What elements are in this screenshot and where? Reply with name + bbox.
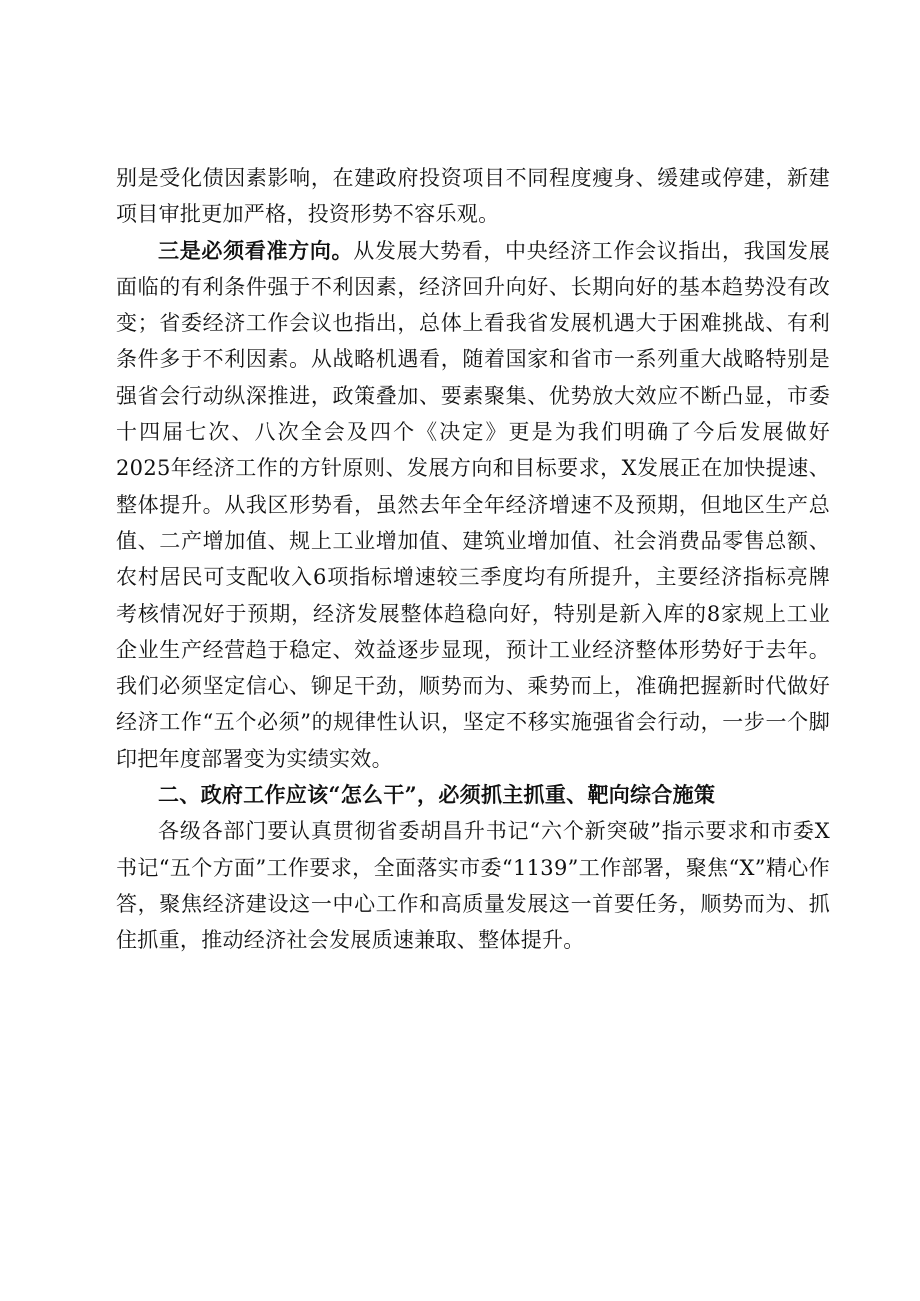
paragraph-continuation: 别是受化债因素影响，在建政府投资项目不同程度瘦身、缓建或停建，新建项目审批更加严格，投资形势不容乐观。 xyxy=(116,166,830,227)
paragraph-direction xyxy=(116,233,830,777)
section-heading: 二、政府工作应该“怎么干”，必须抓主抓重、靶向综合施策 xyxy=(158,782,716,808)
paragraph-requirements: 各级各部门要认真贯彻省委胡昌升书记“六个新突破”指示要求和市委X书记“五个方面”工作要求，全面落实市委“1139”工作部署，聚焦“X”精心作答，聚焦经济建设这一中心工作和高质量发展这一首要任务，顺势而为、抓住抓重，推动经济社会发展质速兼取、整体提升。 xyxy=(116,819,830,953)
document-body xyxy=(116,160,830,959)
paragraph-lead: 三是必须看准方向。 xyxy=(158,237,354,263)
paragraph-body: 从发展大势看，中央经济工作会议指出，我国发展面临的有利条件强于不利因素，经济回升向好、长期向好的基本趋势没有改变；省委经济工作会议也指出，总体上看我省发展机遇大于困难挑战、有利条件多于不利因素。从战略机遇看，随着国家和省市一系列重大战略特别是强省会行动纵深推进，政策叠加、要素聚集、优势放大效应不断凸显，市委十四届七次、八次全会及四个《决定》更是为我们明确了今后发展做好2025年经济工作的方针原则、发展方向和目标要求，X发展正在加快提速、整体提升。从我区形势看，虽然去年全年经济增速不及预期，但地区生产总值、二产增加值、规上工业增加值、建筑业增加值、社会消费品零售总额、农村居民可支配收入6项指标增速较三季度均有所提升，主要经济指标亮牌考核情况好于预期，经济发展整体趋稳向好，特别是新入库的8家规上工业企业生产经营趋于稳定、效益逐步显现，预计工业经济整体形势好于去年。我们必须坚定信心、铆足干劲，顺势而为、乘势而上，准确把握新时代做好经济工作“五个必须”的规律性认识，坚定不移实施强省会行动，一步一个脚印把年度部署变为实绩实效。 xyxy=(116,238,830,771)
